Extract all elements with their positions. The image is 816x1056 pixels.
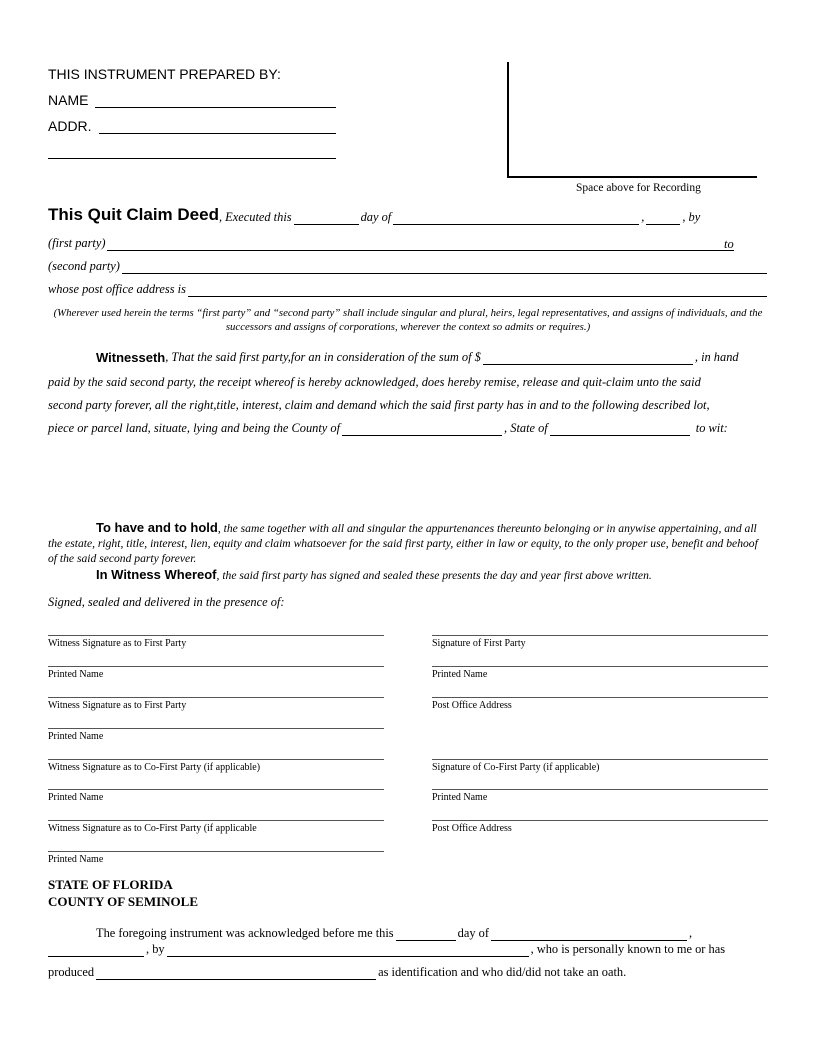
addr-field[interactable] — [99, 133, 336, 134]
ack-year-field[interactable] — [48, 945, 144, 957]
definitions-note: (Wherever used herein the terms “first party” and “second party” shall include singular and plural, heirs, legal representatives, and assigns of individuals, and the successors and assigns of corporations, wherever the context so admits or requires.) — [53, 307, 763, 333]
ack-text-a: The foregoing instrument was acknowledged before me this — [96, 926, 394, 940]
executed-month-field[interactable] — [393, 213, 639, 225]
ack-signer-name-field[interactable] — [167, 945, 529, 957]
co-first-party-printed-name-line[interactable] — [432, 789, 768, 790]
ack-known-label: , who is personally known to me or has — [530, 942, 726, 956]
county-heading: COUNTY OF SEMINOLE — [48, 894, 198, 909]
witness-whereof-text: , the said first party has signed and sealed these presents the day and year first above written. — [216, 569, 652, 582]
first-party-field[interactable] — [107, 239, 734, 251]
witnesseth-text-1b: , in hand — [694, 350, 739, 364]
witness-4-signature-line[interactable] — [48, 820, 384, 821]
witnesseth-heading: Witnesseth — [96, 350, 166, 365]
first-party-label: (first party) — [48, 236, 106, 250]
executed-this-label: , Executed this — [218, 210, 292, 224]
witnesseth-text-4b: , State of — [504, 421, 548, 435]
comma-label: , — [641, 210, 645, 224]
state-heading: STATE OF FLORIDA — [48, 877, 173, 892]
consideration-amount-field[interactable] — [483, 353, 693, 365]
ack-by-label: , by — [146, 942, 165, 956]
deed-title-line — [48, 205, 768, 225]
acknowledgment-line-2 — [48, 942, 725, 957]
habendum-paragraph — [48, 520, 764, 566]
witness-2-printed-name-label: Printed Name — [48, 731, 104, 742]
habendum-heading: To have and to hold — [96, 520, 218, 535]
state-field[interactable] — [550, 424, 690, 436]
by-label: , by — [682, 210, 701, 224]
first-party-signature-label: Signature of First Party — [432, 638, 526, 649]
ack-text-c: , — [688, 926, 693, 940]
second-party-label: (second party) — [48, 259, 120, 273]
witnesseth-text-1a: , That the said first party,for an in consideration of the sum of $ — [165, 350, 481, 364]
witnesseth-line-1 — [96, 350, 768, 365]
witness-1-signature-label: Witness Signature as to First Party — [48, 638, 187, 649]
signed-sealed-label: Signed, sealed and delivered in the presence of: — [48, 595, 285, 609]
recording-box-bottom-border — [507, 176, 757, 178]
post-office-line — [48, 282, 769, 297]
witness-3-signature-line[interactable] — [48, 759, 384, 760]
first-party-line — [48, 236, 736, 251]
witness-2-signature-label: Witness Signature as to First Party — [48, 700, 187, 711]
ack-identification-label: as identification and who did/did not take an oath. — [378, 965, 627, 979]
witness-whereof-heading: In Witness Whereof — [96, 567, 217, 582]
witness-whereof-paragraph — [48, 567, 764, 583]
ack-identification-field[interactable] — [96, 968, 376, 980]
ack-month-field[interactable] — [491, 929, 687, 941]
co-first-party-printed-name-label: Printed Name — [432, 792, 488, 803]
witnesseth-line-4 — [48, 421, 764, 436]
first-party-signature-line[interactable] — [432, 635, 768, 636]
first-party-address-line[interactable] — [432, 697, 768, 698]
addr-label: ADDR. — [48, 118, 92, 134]
prepared-by-label: THIS INSTRUMENT PREPARED BY: — [48, 66, 281, 82]
first-party-address-label: Post Office Address — [432, 700, 512, 711]
addr-field-line2[interactable] — [48, 158, 336, 159]
witnesseth-text-2: paid by the said second party, the receipt whereof is hereby acknowledged, does hereby remise, release and quit-claim unto the said — [48, 375, 701, 389]
co-first-party-signature-line[interactable] — [432, 759, 768, 760]
acknowledgment-line-3 — [48, 965, 626, 980]
co-first-party-address-label: Post Office Address — [432, 823, 512, 834]
ack-day-field[interactable] — [396, 929, 456, 941]
recording-box-left-border — [507, 62, 509, 178]
witness-1-printed-name-label: Printed Name — [48, 669, 104, 680]
name-label: NAME — [48, 92, 89, 108]
habendum-text: , the same together with all and singular the appurtenances thereunto belonging or in anywise appertaining, and all the estate, right, title, interest, lien, equity and claim whatsoever for the said first party, either in law or equity, to the only proper use, benefit and behoof of the said second party forever. — [48, 522, 758, 565]
witnesseth-text-4c: to wit: — [695, 421, 728, 435]
witness-3-printed-name-line[interactable] — [48, 789, 384, 790]
witness-2-signature-line[interactable] — [48, 697, 384, 698]
deed-title: This Quit Claim Deed — [48, 205, 219, 224]
witnesseth-text-4a: piece or parcel land, situate, lying and being the County of — [48, 421, 341, 435]
ack-produced-label: produced — [48, 965, 95, 979]
executed-date-field[interactable] — [294, 213, 359, 225]
post-office-label: whose post office address is — [48, 282, 186, 296]
witness-3-signature-label: Witness Signature as to Co-First Party (if applicable) — [48, 762, 261, 773]
post-office-field[interactable] — [188, 285, 767, 297]
ack-text-b: day of — [457, 926, 489, 940]
recording-caption: Space above for Recording — [576, 182, 701, 194]
second-party-line — [48, 259, 769, 274]
first-party-printed-name-line[interactable] — [432, 666, 768, 667]
witness-3-printed-name-label: Printed Name — [48, 792, 104, 803]
witness-4-printed-name-label: Printed Name — [48, 854, 104, 865]
witnesseth-text-3: second party forever, all the right,title, interest, claim and demand which the said first party has in and to the following described lot, — [48, 398, 710, 412]
second-party-field[interactable] — [122, 262, 767, 274]
witness-4-signature-label: Witness Signature as to Co-First Party (if applicable — [48, 823, 257, 834]
first-party-printed-name-label: Printed Name — [432, 669, 488, 680]
day-of-label: day of — [360, 210, 392, 224]
to-label: to — [724, 237, 734, 251]
witness-4-printed-name-line[interactable] — [48, 851, 384, 852]
witness-1-printed-name-line[interactable] — [48, 666, 384, 667]
co-first-party-signature-label: Signature of Co-First Party (if applicable) — [432, 762, 600, 773]
witness-2-printed-name-line[interactable] — [48, 728, 384, 729]
acknowledgment-line-1 — [96, 926, 692, 941]
witness-1-signature-line[interactable] — [48, 635, 384, 636]
name-field[interactable] — [95, 107, 336, 108]
county-field[interactable] — [342, 424, 502, 436]
executed-year-field[interactable] — [646, 213, 680, 225]
co-first-party-address-line[interactable] — [432, 820, 768, 821]
